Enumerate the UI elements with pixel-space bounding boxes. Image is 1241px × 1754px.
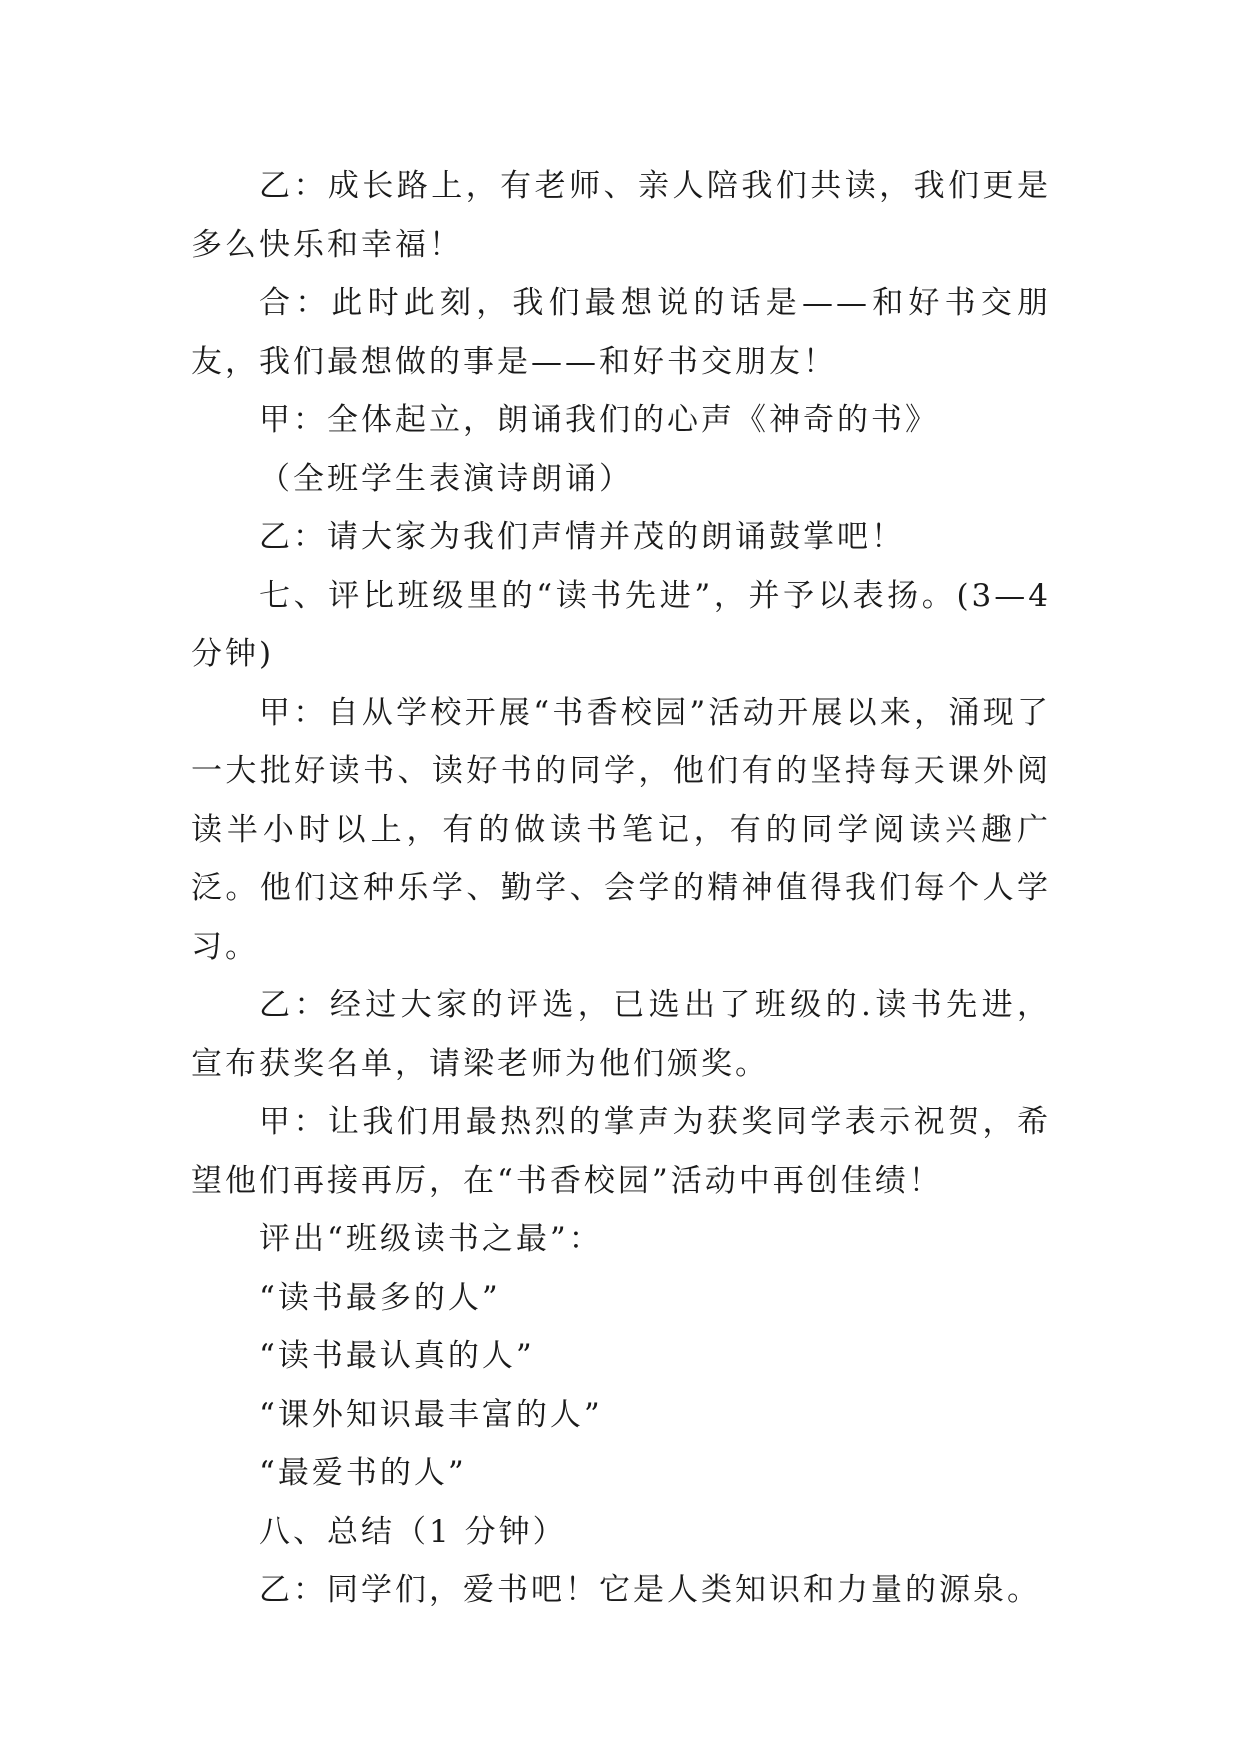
paragraph-jia-congratulations: 甲：让我们用最热烈的掌声为获奖同学表示祝贺，希望他们再接再厉，在“书香校园”活动中再创佳绩！ <box>191 1104 1051 1199</box>
list-item-award: “读书最多的人” <box>259 1279 501 1316</box>
paragraph-yi-closing: 乙：同学们，爱书吧！它是人类知识和力量的源泉。 <box>259 1572 1041 1608</box>
document-body <box>191 157 1051 1620</box>
paragraph-best-of-class: 评出“班级读书之最”： <box>259 1221 603 1257</box>
paragraph-jia-stand-up: 甲：全体起立，朗诵我们的心声《神奇的书》 <box>259 402 939 438</box>
paragraph-yi-growth: 乙：成长路上，有老师、亲人陪我们共读，我们更是多么快乐和幸福！ <box>191 168 1051 263</box>
paragraph-jia-activity: 甲：自从学校开展“书香校园”活动开展以来，涌现了一大批好读书、读好书的同学，他们有的坚持每天课外阅读半小时以上，有的做读书笔记，有的同学阅读兴趣广泛。他们这种乐学、勤学、会学的精神值得我们每个人学习。 <box>191 694 1051 965</box>
section-heading-seven: 七、评比班级里的“读书先进”，并予以表扬。(3—4 分钟) <box>191 577 1051 672</box>
list-item-award: “读书最认真的人” <box>259 1338 535 1374</box>
section-heading-eight: 八、总结（1 分钟） <box>259 1513 567 1550</box>
paragraph-yi-applause: 乙：请大家为我们声情并茂的朗诵鼓掌吧！ <box>259 519 905 555</box>
list-item-award: “最爱书的人” <box>259 1455 467 1491</box>
paragraph-he-together: 合：此时此刻，我们最想说的话是——和好书交朋友，我们最想做的事是——和好书交朋友！ <box>191 285 1051 380</box>
paragraph-yi-awards: 乙：经过大家的评选，已选出了班级的.读书先进，宣布获奖名单，请梁老师为他们颁奖。 <box>191 987 1051 1082</box>
list-item-award: “课外知识最丰富的人” <box>259 1396 603 1433</box>
paragraph-stage-direction-recital: （全班学生表演诗朗诵） <box>259 460 633 497</box>
